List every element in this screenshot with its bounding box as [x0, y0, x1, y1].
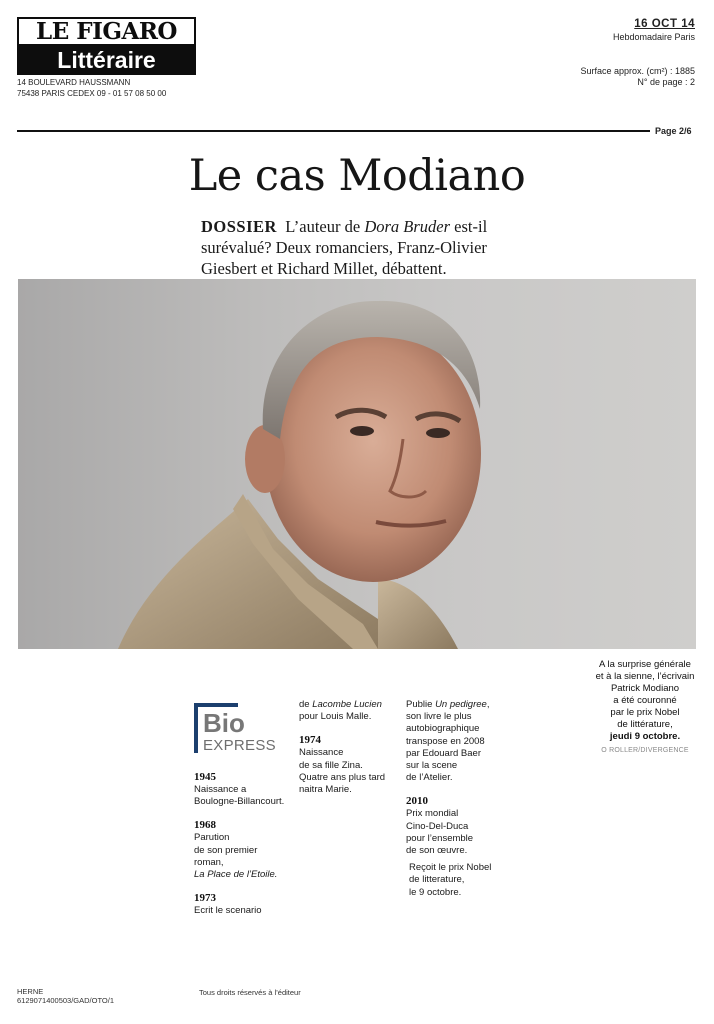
bio-text-prefix: de: [299, 699, 313, 710]
article-dek: [201, 216, 511, 279]
bio-text: La Place de l’Etoile.: [194, 869, 278, 881]
bio-year: 1973: [194, 892, 216, 905]
publication-info: [495, 19, 695, 43]
bio-text: son livre le plus: [406, 711, 472, 723]
publisher-address: [17, 77, 166, 99]
bio-column-1: [194, 771, 294, 917]
photo-caption: [590, 659, 700, 743]
bio-text-suffix: ,: [486, 699, 490, 710]
dek-book-title: Dora Bruder: [364, 217, 451, 236]
portrait-illustration: [18, 279, 696, 649]
caption-line: par le prix Nobel: [610, 707, 680, 718]
bio-year: 1945: [194, 771, 216, 783]
caption-line: a été couronné: [613, 695, 677, 706]
bio-text: [299, 699, 399, 711]
bio-text: Prix mondial: [406, 808, 459, 820]
header-rule: [17, 130, 650, 132]
bio-text: le 9 octobre.: [409, 886, 462, 898]
bio-column-3: [406, 699, 511, 899]
newspaper-logo: [17, 17, 196, 75]
bio-text: Reçoit le prix Nobel: [409, 862, 492, 874]
bio-text: de sa fille Zina.: [299, 759, 363, 771]
bio-text: Naissance a: [194, 784, 247, 795]
bio-text: par Edouard Baer: [406, 747, 481, 759]
bio-text: pour Louis Malle.: [299, 711, 372, 723]
caption-line: et à la sienne, l’écrivain: [595, 671, 695, 682]
dek-label: DOSSIER: [201, 217, 277, 236]
bio-text-prefix: Publie: [406, 699, 436, 710]
bio-text: Cino-Del-Duca: [406, 820, 469, 832]
footer-code-line-1: HERNE: [17, 987, 44, 996]
bio-logo-bar: [194, 703, 198, 753]
caption-line: jeudi 9 octobre.: [609, 731, 681, 742]
bio-text: [406, 699, 511, 711]
bio-text: sur la scene: [406, 760, 458, 772]
bio-book-title: Un pedigree: [435, 699, 487, 710]
caption-line: Patrick Modiano: [610, 683, 680, 694]
bio-text: transpose en 2008: [406, 735, 485, 747]
photo-credit: O ROLLER/DIVERGENCE: [601, 747, 689, 754]
bio-text: Boulogne-Billancourt.: [194, 796, 285, 808]
bio-year: 1968: [194, 819, 216, 832]
caption-line: de littérature,: [617, 719, 673, 730]
publication-date: 16 OCT 14: [634, 18, 695, 30]
bio-text: Parution: [194, 832, 230, 844]
bio-logo-word: Bio: [203, 708, 245, 738]
caption-line: A la surprise générale: [599, 659, 691, 670]
surface-area: Surface approx. (cm²) : 1885: [580, 66, 695, 76]
address-line-1: 14 BOULEVARD HAUSSMANN: [17, 78, 131, 87]
bio-text: de l’Atelier.: [406, 772, 453, 784]
bio-film-title: Lacombe Lucien: [312, 699, 382, 710]
logo-figaro: LE FIGARO: [17, 17, 196, 46]
footer-code-line-2: 6129071400503/GAD/OTO/1: [17, 996, 115, 1005]
bio-text: Quatre ans plus tard: [299, 771, 386, 783]
bio-logo-bar: [194, 703, 238, 707]
bio-column-2: [299, 699, 399, 796]
publication-frequency: Hebdomadaire Paris: [612, 32, 695, 42]
surface-info: [495, 66, 695, 88]
bio-text: Naissance: [299, 747, 344, 759]
footer-rights: Tous droits réservés à l’éditeur: [199, 988, 301, 997]
bio-express-logo: [194, 703, 280, 757]
bio-text: Ecrit le scenario: [194, 905, 262, 917]
bio-text: autobiographique: [406, 723, 480, 735]
bio-text: roman,: [194, 856, 224, 868]
bio-year: 1974: [299, 734, 321, 747]
address-line-2: 75438 PARIS CEDEX 09 - 01 57 08 50 00: [17, 89, 167, 98]
bio-text: de son œuvre.: [406, 845, 468, 857]
dek-text-1: L’auteur de: [285, 217, 365, 236]
page-label: Page 2/6: [655, 126, 692, 136]
bio-year: 2010: [406, 795, 428, 808]
bio-entry-2014: [406, 862, 511, 899]
bio-text: pour l’ensemble: [406, 832, 474, 844]
page-number: N° de page : 2: [637, 77, 695, 87]
bio-text: de litterature,: [409, 874, 465, 886]
bio-logo-sub: EXPRESS: [203, 737, 276, 754]
article-headline: Le cas Modiano: [188, 151, 526, 201]
dek-text-2: est-il surévalué? Deux romanciers, Franz-Olivier Giesbert et Richard Millet, débattent.: [201, 217, 488, 278]
footer-code: [17, 987, 114, 1005]
bio-text: naitra Marie.: [299, 784, 352, 796]
author-photo: [18, 279, 696, 649]
logo-litteraire: Littéraire: [57, 47, 156, 73]
bio-text: de son premier: [194, 844, 258, 856]
